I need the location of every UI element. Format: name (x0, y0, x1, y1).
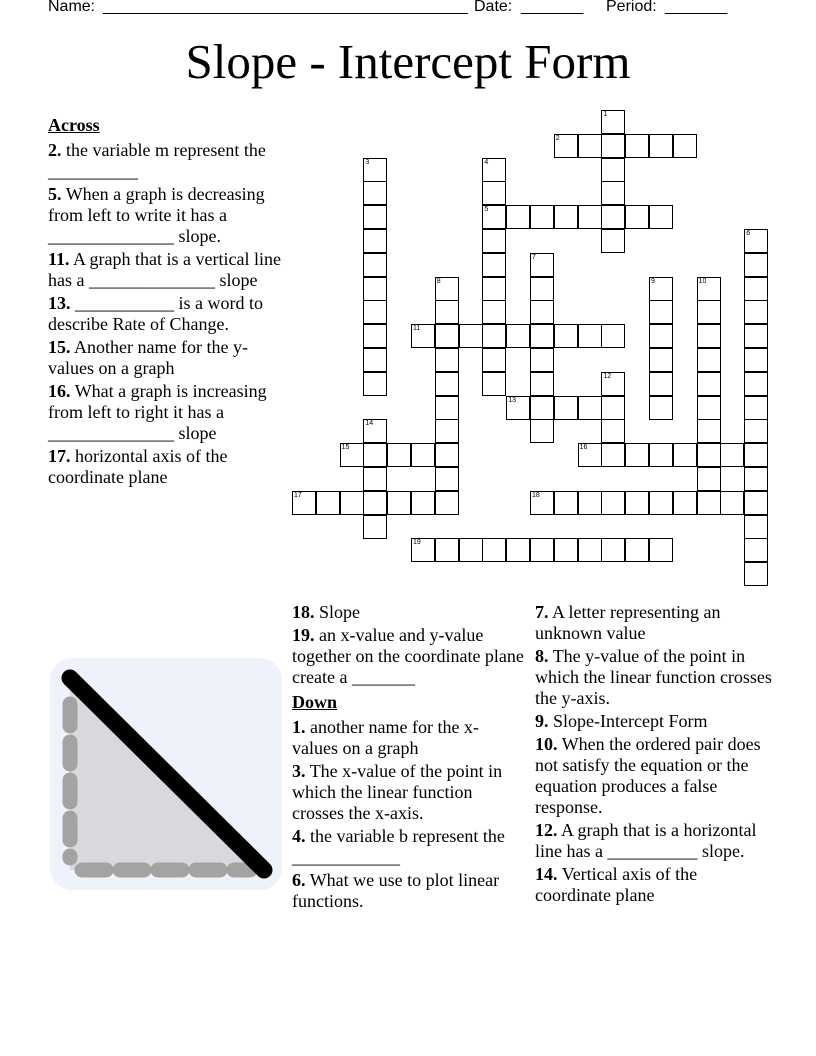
crossword-cell[interactable] (482, 205, 506, 229)
crossword-cell[interactable] (435, 419, 459, 443)
crossword-cell[interactable] (363, 515, 387, 539)
crossword-cell[interactable] (744, 515, 768, 539)
down-clue-8 (535, 646, 775, 709)
crossword-cell[interactable] (744, 253, 768, 277)
crossword-cell[interactable] (411, 443, 435, 467)
crossword-cell[interactable] (578, 324, 602, 348)
crossword-cell[interactable] (601, 443, 625, 467)
crossword-cell[interactable] (744, 538, 768, 562)
clue-number: 16. (48, 381, 71, 401)
cell-number: 2 (555, 134, 560, 142)
crossword-cell[interactable] (625, 205, 649, 229)
clue-number: 8. (535, 646, 549, 666)
crossword-cell[interactable] (578, 134, 602, 158)
crossword-cell[interactable] (649, 134, 673, 158)
period-label: Period: (606, 0, 657, 15)
page-title: Slope - Intercept Form (185, 34, 631, 89)
crossword-cell[interactable] (601, 396, 625, 420)
clue-number: 1. (292, 717, 306, 737)
across-clue-2 (48, 140, 284, 182)
crossword-cell[interactable] (697, 324, 721, 348)
crossword-cell[interactable] (554, 205, 578, 229)
crossword-cell[interactable] (578, 205, 602, 229)
crossword-cell[interactable] (601, 324, 625, 348)
crossword-cell[interactable] (506, 205, 530, 229)
crossword-cell[interactable] (649, 348, 673, 372)
clue-number: 14. (535, 864, 558, 884)
crossword-cell[interactable] (435, 538, 459, 562)
clue-text: The y-value of the point in which the linear function crosses the y-axis. (535, 646, 772, 708)
crossword-cell[interactable] (482, 324, 506, 348)
clue-number: 19. (292, 625, 315, 645)
clue-number: 9. (535, 711, 549, 731)
crossword-cell[interactable] (578, 538, 602, 562)
clue-number: 4. (292, 826, 306, 846)
across-clue-18 (292, 602, 524, 623)
cell-number: 12 (603, 372, 612, 380)
cell-number: 18 (532, 491, 540, 499)
crossword-cell[interactable] (482, 158, 506, 182)
crossword-cell[interactable] (744, 372, 768, 396)
clue-number: 3. (292, 761, 306, 781)
clue-text: ___________ is a word to describe Rate of Change. (48, 293, 263, 334)
crossword-cell[interactable] (673, 134, 697, 158)
crossword-cell[interactable] (744, 324, 768, 348)
cell-number: 11 (413, 325, 421, 333)
clue-number: 17. (48, 446, 71, 466)
cell-number: 8 (436, 277, 441, 285)
crossword-cell[interactable] (601, 205, 625, 229)
clue-number: 5. (48, 184, 62, 204)
clue-number: 18. (292, 602, 315, 622)
crossword-cell[interactable] (673, 491, 697, 515)
crossword-cell[interactable] (697, 300, 721, 324)
crossword-cell[interactable] (387, 443, 411, 467)
clue-number: 11. (48, 249, 70, 269)
crossword-cell[interactable] (697, 396, 721, 420)
cell-number: 10 (698, 277, 707, 285)
clue-text: A graph that is a horizontal line has a __________ slope. (535, 820, 757, 861)
crossword-cell[interactable] (435, 491, 459, 515)
crossword-cell[interactable] (601, 419, 625, 443)
crossword-cell[interactable] (530, 277, 554, 301)
across-clue-19 (292, 625, 524, 688)
crossword-cell[interactable] (554, 491, 578, 515)
crossword-cell[interactable] (363, 467, 387, 491)
across-clue-13 (48, 293, 284, 335)
across-clues (48, 115, 284, 490)
crossword-cell[interactable] (482, 348, 506, 372)
crossword-cell[interactable] (744, 562, 768, 586)
down-clue-6 (292, 870, 524, 912)
crossword-cell[interactable] (482, 253, 506, 277)
crossword-cell[interactable] (459, 324, 483, 348)
crossword-cell[interactable] (649, 300, 673, 324)
cell-number: 5 (484, 206, 489, 214)
across-clue-15 (48, 337, 284, 379)
across-clue-17 (48, 446, 284, 488)
date-label: Date: (474, 0, 513, 15)
crossword-cell[interactable] (578, 443, 602, 467)
cell-number: 14 (365, 420, 374, 428)
clue-text: the variable m represent the __________ (48, 140, 266, 181)
clue-text: A letter representing an unknown value (535, 602, 721, 643)
cell-number: 9 (651, 277, 655, 285)
down-clue-14 (535, 864, 775, 906)
clue-number: 10. (535, 734, 558, 754)
clue-text: the variable b represent the ____________ (292, 826, 505, 867)
crossword-cell[interactable] (601, 158, 625, 182)
crossword-cell[interactable] (554, 538, 578, 562)
crossword-cell[interactable] (744, 443, 768, 467)
clue-number: 7. (535, 602, 549, 622)
clue-text: When a graph is decreasing from left to write it has a ______________ slope. (48, 184, 265, 246)
crossword-cell[interactable] (482, 300, 506, 324)
cell-number: 16 (579, 444, 588, 452)
crossword-cell[interactable] (435, 300, 459, 324)
clue-text: What we use to plot linear functions. (292, 870, 500, 911)
crossword-cell[interactable] (697, 348, 721, 372)
crossword-cell[interactable] (506, 396, 530, 420)
crossword-cell[interactable] (744, 491, 768, 515)
crossword-cell[interactable] (363, 300, 387, 324)
crossword-cell[interactable] (363, 348, 387, 372)
name-label: Name: (48, 0, 96, 15)
crossword-cell[interactable] (649, 396, 673, 420)
crossword-cell[interactable] (435, 348, 459, 372)
crossword-cell[interactable] (363, 253, 387, 277)
crossword-cell[interactable] (649, 443, 673, 467)
cell-number: 1 (603, 111, 608, 118)
down-heading: Down (292, 692, 338, 712)
crossword-cell[interactable] (649, 538, 673, 562)
clue-number: 2. (48, 140, 62, 160)
period-field[interactable]: _______ (665, 0, 728, 15)
clue-text: What a graph is increasing from left to right it has a ______________ slope (48, 381, 267, 443)
crossword-cell[interactable] (697, 372, 721, 396)
name-field[interactable]: _________________________________________ (103, 0, 468, 15)
clue-text: Another name for the y-values on a graph (48, 337, 248, 378)
crossword-cell[interactable] (387, 491, 411, 515)
crossword-cell[interactable] (649, 324, 673, 348)
right-clues (535, 602, 775, 908)
crossword-cell[interactable] (601, 538, 625, 562)
crossword-cell[interactable] (744, 348, 768, 372)
crossword-cell[interactable] (720, 491, 744, 515)
crossword-cell[interactable] (554, 324, 578, 348)
crossword-cell[interactable] (411, 491, 435, 515)
clue-text: another name for the x-values on a graph (292, 717, 479, 758)
crossword-cell[interactable] (435, 372, 459, 396)
crossword-cell[interactable] (744, 396, 768, 420)
crossword-cell[interactable] (554, 134, 578, 158)
date-field[interactable]: _______ (521, 0, 584, 15)
crossword-cell[interactable] (435, 277, 459, 301)
crossword-cell[interactable] (697, 419, 721, 443)
crossword-cell[interactable] (435, 443, 459, 467)
clue-text: Vertical axis of the coordinate plane (535, 864, 698, 905)
crossword-cell[interactable] (625, 491, 649, 515)
down-clue-7 (535, 602, 775, 644)
crossword-cell[interactable] (554, 396, 578, 420)
crossword-cell[interactable] (530, 205, 554, 229)
crossword-cell[interactable] (697, 277, 721, 301)
crossword-cell[interactable] (530, 396, 554, 420)
crossword-cell[interactable] (530, 538, 554, 562)
crossword-cell[interactable] (363, 158, 387, 182)
crossword-cell[interactable] (435, 324, 459, 348)
crossword-cell[interactable] (530, 348, 554, 372)
crossword-cell[interactable] (649, 491, 673, 515)
crossword-cell[interactable] (506, 538, 530, 562)
crossword-cell[interactable] (720, 443, 744, 467)
crossword-cell[interactable] (363, 372, 387, 396)
down-clue-12 (535, 820, 775, 862)
crossword-cell[interactable] (363, 229, 387, 253)
clue-text: Slope-Intercept Form (553, 711, 708, 731)
crossword-cell[interactable] (459, 538, 483, 562)
crossword-cell[interactable] (673, 443, 697, 467)
crossword-cell[interactable] (625, 443, 649, 467)
across-clue-11 (48, 249, 284, 291)
crossword-cell[interactable] (625, 538, 649, 562)
crossword-cell[interactable] (506, 324, 530, 348)
crossword-cell[interactable] (482, 538, 506, 562)
clue-number: 6. (292, 870, 306, 890)
across-clue-5 (48, 184, 284, 247)
crossword-cell[interactable] (697, 491, 721, 515)
crossword-cell[interactable] (744, 229, 768, 253)
crossword-cell[interactable] (482, 229, 506, 253)
crossword-cell[interactable] (530, 253, 554, 277)
crossword-cell[interactable] (649, 277, 673, 301)
crossword-cell[interactable] (482, 372, 506, 396)
crossword-cell[interactable] (601, 491, 625, 515)
crossword-cell[interactable] (530, 324, 554, 348)
crossword-cell[interactable] (530, 372, 554, 396)
clue-text: Slope (319, 602, 361, 622)
cell-number: 4 (484, 158, 489, 166)
clue-text: When the ordered pair does not satisfy the equation or the equation produces a false response. (535, 734, 761, 817)
cell-number: 15 (341, 444, 350, 452)
down-clue-4 (292, 826, 524, 868)
crossword-cell[interactable] (697, 467, 721, 491)
crossword-cell[interactable] (744, 419, 768, 443)
down-clue-1 (292, 717, 524, 759)
down-clue-3 (292, 761, 524, 824)
across-heading: Across (48, 115, 100, 135)
slope-triangle-icon (50, 658, 282, 890)
student-info-header (0, 0, 816, 20)
cell-number: 7 (532, 253, 536, 261)
crossword-cell[interactable] (744, 467, 768, 491)
cell-number: 6 (746, 230, 751, 237)
crossword-cell[interactable] (744, 300, 768, 324)
crossword-cell[interactable] (363, 205, 387, 229)
crossword-cell[interactable] (530, 419, 554, 443)
crossword-cell[interactable] (601, 372, 625, 396)
crossword-cell[interactable] (482, 277, 506, 301)
crossword-cell[interactable] (363, 419, 387, 443)
crossword-cell[interactable] (697, 443, 721, 467)
crossword-cell[interactable] (530, 491, 554, 515)
clue-number: 13. (48, 293, 71, 313)
crossword-cell[interactable] (340, 491, 364, 515)
down-clue-9 (535, 711, 775, 732)
crossword-cell[interactable] (435, 467, 459, 491)
crossword-cell[interactable] (363, 181, 387, 205)
crossword-cell[interactable] (530, 300, 554, 324)
clue-text: horizontal axis of the coordinate plane (48, 446, 228, 487)
crossword-cell[interactable] (340, 443, 364, 467)
cell-number: 3 (365, 158, 370, 166)
crossword-cell[interactable] (649, 372, 673, 396)
clue-text: A graph that is a vertical line has a ______________ slope (48, 249, 281, 290)
clue-number: 15. (48, 337, 71, 357)
crossword-cell[interactable] (625, 134, 649, 158)
crossword-cell[interactable] (363, 491, 387, 515)
crossword-cell[interactable] (578, 396, 602, 420)
down-clue-10 (535, 734, 775, 818)
cell-number: 17 (294, 491, 302, 499)
crossword-cell[interactable] (649, 205, 673, 229)
clue-number: 12. (535, 820, 558, 840)
across-clue-16 (48, 381, 284, 444)
crossword-cell[interactable] (363, 443, 387, 467)
crossword-cell[interactable] (363, 324, 387, 348)
crossword-cell[interactable] (601, 229, 625, 253)
cell-number: 19 (413, 539, 421, 547)
clue-text: The x-value of the point in which the linear function crosses the x-axis. (292, 761, 503, 823)
crossword-cell[interactable] (316, 491, 340, 515)
crossword-cell[interactable] (292, 491, 316, 515)
crossword-cell[interactable] (411, 538, 435, 562)
clue-text: an x-value and y-value together on the coordinate plane create a _______ (292, 625, 524, 687)
crossword-cell[interactable] (482, 181, 506, 205)
crossword-cell[interactable] (363, 277, 387, 301)
crossword-cell[interactable] (601, 134, 625, 158)
middle-clues (292, 602, 524, 914)
slope-triangle-illustration (50, 658, 282, 890)
cell-number: 13 (508, 396, 516, 404)
crossword-cell[interactable] (744, 277, 768, 301)
crossword-cell[interactable] (435, 396, 459, 420)
crossword-cell[interactable] (411, 324, 435, 348)
crossword-cell[interactable] (601, 181, 625, 205)
crossword-cell[interactable] (601, 110, 625, 134)
crossword-cell[interactable] (578, 491, 602, 515)
